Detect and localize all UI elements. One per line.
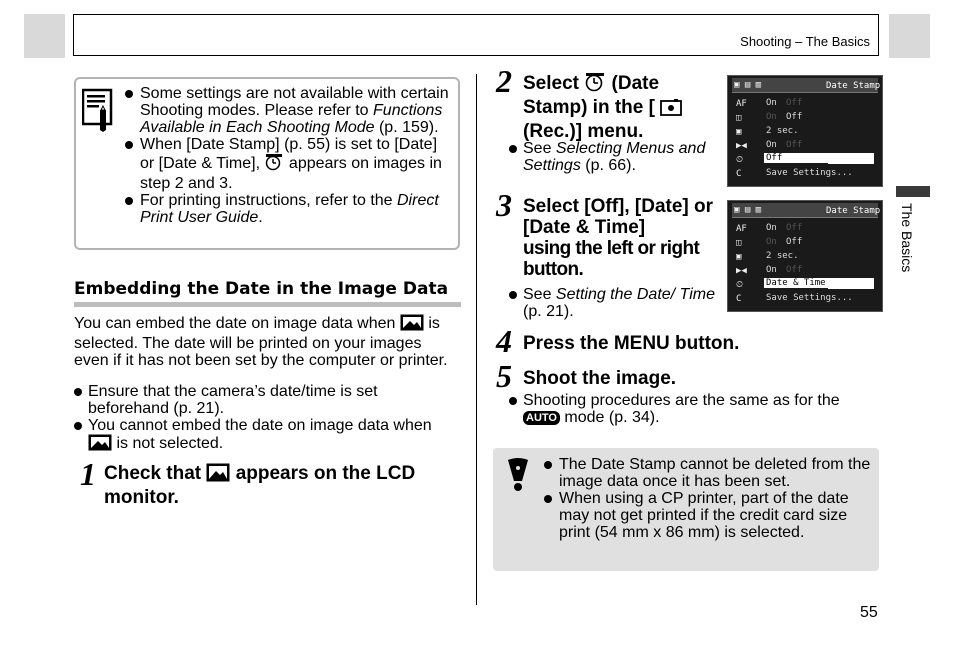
- note-item: When [Date Stamp] (p. 55) is set to [Date] or [Date & Time], appears on images in step 2 and 3.: [122, 136, 452, 192]
- note-item: For printing instructions, refer to the Direct Print User Guide.: [122, 192, 452, 226]
- lcd-value: On: [766, 112, 777, 122]
- step-sub-item: See Setting the Date/ Time (p. 21).: [508, 286, 718, 320]
- step-number: 4: [496, 323, 512, 359]
- step-number: 2: [496, 63, 512, 99]
- lcd-value: Off: [786, 112, 803, 122]
- lcd-value: 2 sec.: [766, 126, 799, 136]
- section-bullets: [73, 383, 463, 455]
- lcd-title: Date Stamp: [826, 206, 881, 216]
- lcd-value: On: [766, 237, 777, 247]
- note-list: [122, 85, 452, 226]
- lcd-value: Off: [786, 140, 803, 150]
- caution-list: [541, 456, 871, 541]
- step-title: Select [Off], [Date] or [Date & Time] using the left or right button.: [523, 196, 714, 280]
- lcd-value: Off: [786, 237, 803, 247]
- lcd-screen: [727, 75, 883, 187]
- lcd-tab-icons: ▣ ▤ ▥: [734, 80, 762, 90]
- page-number: 55: [860, 604, 878, 621]
- side-tab-label: The Basics: [899, 203, 915, 273]
- date-stamp-icon: [264, 153, 284, 175]
- lcd-tab-icons: ▣ ▤ ▥: [734, 205, 762, 215]
- header-section-title: Shooting – The Basics: [740, 34, 870, 49]
- lcd-value: Off: [786, 98, 803, 108]
- step-number: 5: [496, 358, 512, 394]
- step-sub-list: [508, 392, 878, 426]
- corner-block-left: [24, 14, 65, 58]
- page-header: [73, 14, 879, 56]
- lcd-selection-bar: [828, 278, 874, 289]
- date-image-icon: [88, 434, 112, 455]
- lcd-value: On: [766, 223, 777, 233]
- lcd-value: Off: [786, 223, 803, 233]
- lcd-value: Off: [786, 265, 803, 275]
- lcd-selected-value: Off: [764, 153, 828, 163]
- section-paragraph: You can embed the date on image data when is selected. The date will be printed on your images even if it has not been set by the computer or printer.: [74, 315, 448, 369]
- step-title: Check that appears on the LCD monitor.: [104, 463, 416, 508]
- date-image-icon: [400, 314, 424, 335]
- lcd-row-icons: AF ◫ ▣ ▶◀ ⏲ C: [736, 99, 747, 179]
- camera-rec-icon: [660, 98, 682, 121]
- lcd-screen: [727, 200, 883, 312]
- date-image-icon: [206, 463, 230, 487]
- step-sub-item: Shooting procedures are the same as for the AUTO mode (p. 34).: [508, 392, 878, 426]
- caution-icon: [501, 457, 535, 498]
- step-sub-item: See Selecting Menus and Settings (p. 66).: [508, 140, 718, 174]
- lcd-row-icons: AF ◫ ▣ ▶◀ ⏲ C: [736, 224, 747, 304]
- step-number: 3: [496, 187, 512, 223]
- column-divider: [476, 74, 477, 605]
- side-tab-bar: [896, 186, 930, 197]
- section-bullet: Ensure that the camera’s date/time is set beforehand (p. 21).: [73, 383, 463, 417]
- note-icon: [82, 88, 114, 137]
- lcd-value: On: [766, 265, 777, 275]
- lcd-selected-value: Date & Time: [764, 278, 828, 288]
- step-sub-list: [508, 286, 718, 320]
- step-sub-list: [508, 140, 718, 174]
- auto-mode-icon: AUTO: [523, 411, 560, 425]
- step-title: Press the MENU button.: [523, 333, 740, 354]
- lcd-value: 2 sec.: [766, 251, 799, 261]
- section-rule: [74, 302, 461, 307]
- caution-item: The Date Stamp cannot be deleted from the image data once it has been set.: [541, 456, 871, 490]
- corner-block-right: [889, 14, 930, 58]
- date-stamp-icon: [584, 72, 606, 97]
- lcd-value: On: [766, 140, 777, 150]
- section-bullet: You cannot embed the date on image data when is not selected.: [73, 417, 463, 455]
- lcd-value: Save Settings...: [766, 168, 853, 178]
- lcd-value: Save Settings...: [766, 293, 853, 303]
- lcd-title: Date Stamp: [826, 81, 881, 91]
- step-title: Select (Date Stamp) in the [ (Rec.)] menu.: [523, 72, 723, 142]
- step-title: Shoot the image.: [523, 368, 677, 389]
- lcd-selection-bar: [828, 153, 874, 164]
- caution-item: When using a CP printer, part of the date may not get printed if the credit card size print (54 mm x 86 mm) is selected.: [541, 490, 871, 541]
- section-heading: Embedding the Date in the Image Data: [74, 279, 449, 299]
- lcd-value: On: [766, 98, 777, 108]
- note-item: Some settings are not available with certain Shooting modes. Please refer to Functions Available in Each Shooting Mode (p. 159).: [122, 85, 452, 136]
- step-number: 1: [80, 456, 96, 492]
